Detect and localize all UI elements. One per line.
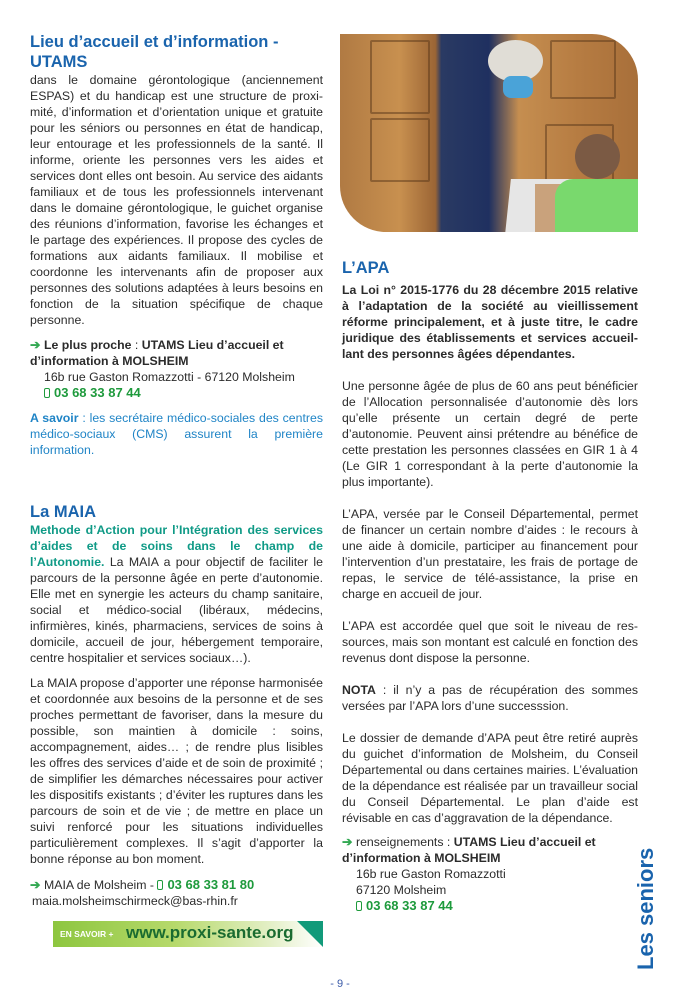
apa-paragraph-2: L’APA, versée par le Conseil Départemental, permet de financer un certain nombre d’aides : le recours à une aide à domicile, participer au financement pour l’intervention d’un prestataire, les frais de portage de repas, le service de télé-assistance, la prise en charge en accueil de jour. (342, 507, 638, 601)
utams-title: Lieu d’accueil et d’information - UTAMS (30, 33, 279, 71)
more-info-banner[interactable] (53, 921, 323, 947)
apa-contact (342, 834, 638, 914)
child-head (575, 134, 620, 179)
left-column (30, 32, 323, 909)
maia-section (30, 502, 323, 909)
maia-contact-label: MAIA de Molsheim - (44, 878, 158, 892)
banner-corner-triangle (297, 921, 323, 947)
apa-lead: La Loi n° 2015-1776 du 28 décembre 2015 relative à l’adaptation de la société au vieillissement réforme principalement, et à juste titre, le cadre juridique des établissements et services accueillant des personnes âgées dépendantes. (342, 283, 638, 361)
apa-section (342, 258, 638, 914)
utams-body: dans le domaine gérontologique (anciennement ESPAS) et du handicap est une structure de proximité, d’information et d’orientation unique et gratuite pour les séniors ou personnes en état de handicap, leur entourage et les professionnels de la santé. Il informe, oriente les personnes vers les aides et services dont elles ont besoin. Au service des aidants familiaux et de tous les professionnels intervenant dans le domaine gérontologique, le guichet organise des réunions d’information, favorise les échanges et le partage des expériences. Il propose des cycles de formations aux aidants familiaux. Il mobilise et coordonne les intervenants afin de proposer aux personnes des solutions adaptées à leurs besoins en fonction de la situation spécifique de chaque personne. (30, 73, 323, 327)
utams-address: 16b rue Gaston Romazzotti - 67120 Molsheim (44, 370, 295, 384)
elder-mask (503, 76, 533, 98)
apa-paragraph-1: Une personne âgée de plus de 60 ans peut bénéficier de l’Allocation personnalisée d’autonomie dès lors qu’elle présente un certain degré de perte d’autonomie. Peuvent ainsi prétendre au bénéfice de cette prestation les personnes classées en GIR 1 à 4 (Le GIR 1 correspondant à la perte d’autonomie la plus importante). (342, 379, 638, 489)
apa-contact-label: renseignements : (356, 835, 454, 849)
apa-nota (342, 682, 638, 714)
apa-contact-name: UTAMS Lieu d’accueil et d’information à MOLSHEIM (342, 835, 596, 865)
arrow-right-icon: ➔ (30, 878, 41, 892)
apa-paragraph-3: L’APA est accordée quel que soit le niveau de ressources, mais son montant est calculé en fonction des revenus dont dispose la personne. (342, 619, 638, 665)
maia-title: La MAIA (30, 503, 96, 521)
door-panel (550, 40, 616, 99)
maia-email[interactable]: maia.molsheimschirmeck@bas-rhin.fr (32, 894, 238, 908)
apa-address-line-2: 67120 Molsheim (356, 883, 447, 897)
hero-photo (340, 34, 638, 232)
door-panel (370, 118, 430, 182)
apa-nota-text: : il n’y a pas de récupération des sommes versées par l’APA lors d’une successsion. (342, 683, 638, 713)
banner-tag: EN SAVOIR + (60, 929, 114, 939)
utams-contact-name: UTAMS Lieu d’accueil et d’information à MOLSHEIM (30, 338, 284, 368)
apa-phone[interactable]: 03 68 33 87 44 (366, 898, 453, 913)
utams-contact: ➔ Le plus proche : UTAMS Lieu d’accueil et d’information à MOLSHEIM 16b rue Gaston Romazzotti - 67120 Molsheim 03 68 33 87 44 (30, 337, 323, 401)
child-hoodie (555, 179, 638, 232)
maia-subtitle: Methode d’Action pour l’Intégration des services d’aides et de soins dans le champ de l’Autonomie. (30, 523, 323, 569)
arrow-right-icon: ➔ (30, 338, 41, 352)
page-number: - 9 - (330, 978, 350, 990)
phone-icon (356, 901, 362, 911)
phone-icon (44, 388, 50, 398)
maia-contact (30, 877, 323, 909)
phone-icon (157, 880, 163, 890)
apa-nota-label: NOTA (342, 683, 376, 697)
door-panel (370, 40, 430, 114)
right-column (342, 258, 638, 914)
utams-contact-label: Le plus proche (44, 338, 132, 352)
utams-note-label: A savoir (30, 411, 79, 425)
utams-phone[interactable]: 03 68 33 87 44 (54, 385, 141, 400)
arrow-right-icon: ➔ (342, 835, 353, 849)
apa-paragraph-4: Le dossier de demande d’APA peut être retiré auprès du guichet d’information de Molsheim, du Conseil Départemental ou dans certaines mairies. L’évaluation de la dépendance est réalisée par un travailleur social du Conseil Départemental. Le plan d’aide est révisable en cas d’aggravation de la dépendance. (342, 731, 638, 825)
maia-intro (30, 522, 323, 666)
utams-section (30, 32, 323, 458)
apa-address-line-1: 16b rue Gaston Romazzotti (356, 867, 506, 881)
maia-body: La MAIA propose d’apporter une réponse harmonisée et coordonnée aux besoins de la personne et de ses proches permettant de favoriser, dans la mesure du possible, son maintien à domicile : soins, accompagnement, aides… ; de rendre plus lisibles les offres des services d’aide et de soin de proximité ; de simplifier les démarches nécessaires pour activer les dispositifs existants ; d’éviter les ruptures dans les parcours de soin et de vie ; de mettre en place un suivi renforcé pour les situations individuelles particulièrement complexes. Il s’agit d’apporter la bonne réponse au bon moment. (30, 676, 323, 866)
maia-intro-text: La MAIA a pour objectif de faciliter le parcours de la personne âgée en perte d’autonomie. Elle met en synergie les acteurs du champ sanitaire, social et médico-social (libéraux, médecins, infirmières, kinés, pharmaciens, services de soins à domicile, accueil de jour, hébergement temporaire, centre hospitalier et services sociaux…). (30, 555, 323, 665)
section-side-label: Les seniors (633, 847, 658, 970)
utams-note-text: : les secrétaire médico-sociales des centres médico-sociaux (CMS) assurent la première information. (30, 411, 323, 457)
banner-url-link[interactable]: www.proxi-sante.org (126, 923, 294, 942)
maia-phone[interactable]: 03 68 33 81 80 (167, 877, 255, 892)
utams-note (30, 410, 323, 458)
apa-title: L’APA (342, 259, 390, 277)
